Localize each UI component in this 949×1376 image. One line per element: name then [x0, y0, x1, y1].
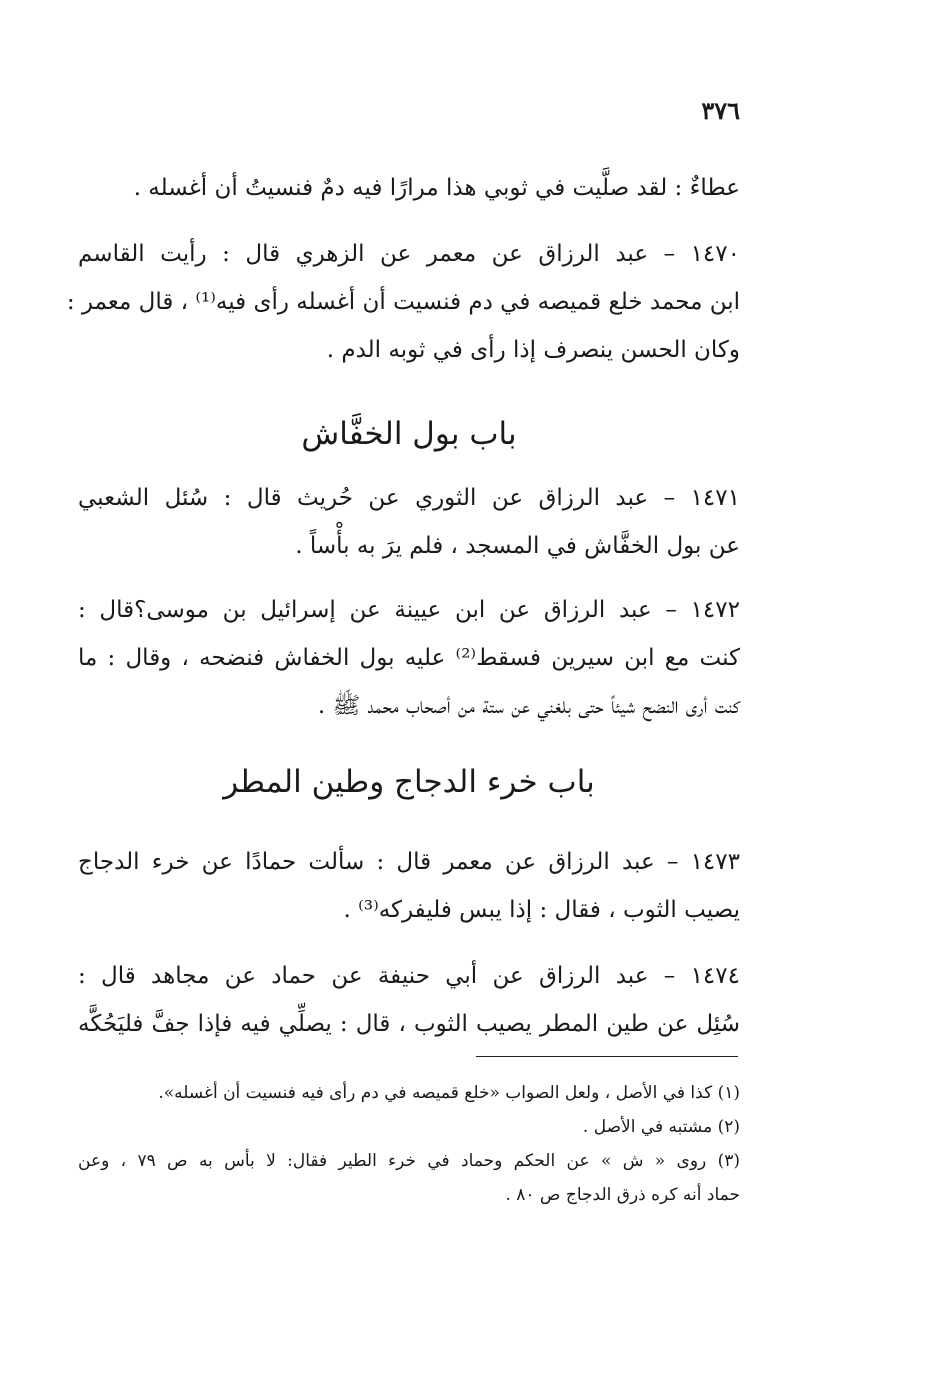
- paragraph-line: ١٤٧٢ – عبد الرزاق عن ابن عيينة عن إسرائيل بن موسى؟قال :: [78, 597, 740, 623]
- paragraph-line: ١٤٧٤ – عبد الرزاق عن أبي حنيفة عن حماد عن مجاهد قال :: [78, 963, 740, 989]
- footnote-1: (١) كذا في الأصل ، ولعل الصواب «خلع قميصه في دم رأى فيه فنسيت أن أغسله».: [158, 1083, 740, 1103]
- footnote-divider: [476, 1056, 738, 1057]
- paragraph-line: سُئِل عن طين المطر يصيب الثوب ، قال : يصلِّي فيه فإذا جفَّ فليَحُكَّه: [78, 1011, 740, 1037]
- paragraph-line: ١٤٧٠ – عبد الرزاق عن معمر عن الزهري قال : رأيت القاسم: [78, 241, 740, 267]
- hadith-1471: [78, 474, 740, 570]
- hadith-1470: [66, 230, 740, 374]
- paragraph-line: كنت أرى النضح شيئاً حتى بلغني عن ستة من أصحاب محمد ﷺ .: [317, 693, 740, 719]
- footnote-3-line-2: حماد أنه كره ذرق الدجاج ص ٨٠ .: [505, 1185, 740, 1205]
- paragraph-line: عن بول الخفَّاش في المسجد ، فلم يرَ به بأْساً .: [295, 533, 740, 559]
- intro-paragraph: [78, 164, 740, 212]
- paragraph-line: ابن محمد خلع قميصه في دم فنسيت أن أغسله رأى فيه⁽¹⁾ ، قال معمر :: [66, 289, 740, 315]
- hadith-1472: [78, 586, 740, 730]
- page-number: ٣٧٦: [701, 96, 740, 125]
- paragraph-line: يصيب الثوب ، فقال : إذا يبس فليفركه⁽³⁾ .: [343, 897, 740, 923]
- paragraph-line: كنت مع ابن سيرين فسقط⁽²⁾ عليه بول الخفاش فنضحه ، وقال : ما: [78, 645, 740, 671]
- paragraph-line: وكان الحسن ينصرف إذا رأى في ثوبه الدم .: [326, 337, 740, 363]
- hadith-1473: [78, 838, 740, 934]
- footnote-3-line-1: (٣) روى « ش » عن الحكم وحماد في خرء الطير فقال: لا بأس به ص ٧٩ ، وعن: [78, 1151, 740, 1171]
- section-heading-bat-urine: باب بول الخفَّاش: [301, 416, 517, 452]
- footnote-2: (٢) مشتبه في الأصل .: [582, 1117, 740, 1137]
- section-heading-chicken-droppings: باب خرء الدجاج وطين المطر: [223, 764, 595, 800]
- paragraph-line: ١٤٧٣ – عبد الرزاق عن معمر قال : سألت حمادًا عن خرء الدجاج: [78, 849, 740, 875]
- paragraph-line: عطاءٌ : لقد صلَّيت في ثوبي هذا مرارًا فيه دمٌ فنسيتُ أن أغسله .: [133, 175, 740, 201]
- hadith-1474: [78, 952, 740, 1048]
- paragraph-line: ١٤٧١ – عبد الرزاق عن الثوري عن حُريث قال : سُئل الشعبي: [78, 485, 740, 511]
- footnotes: [78, 1076, 740, 1212]
